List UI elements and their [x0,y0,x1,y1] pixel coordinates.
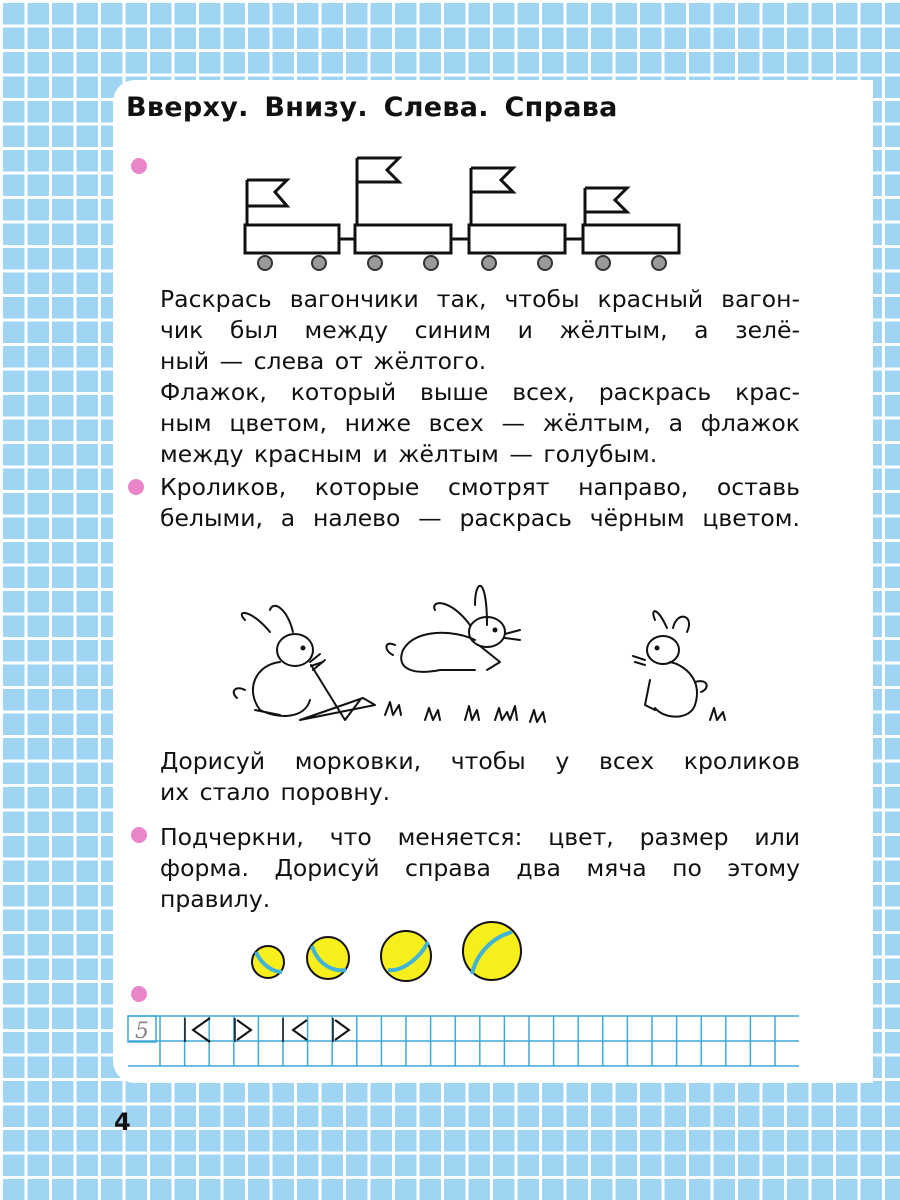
wagon-3 [469,225,565,253]
wheel [312,256,326,270]
task1-line: чик был между синим и жёлтым, а зелё- [160,316,800,344]
pattern-left-angle [293,1020,307,1040]
task2-line: белыми, а налево — раскрась чёрным цветом. [160,504,800,532]
wheel [368,256,382,270]
wheel [482,256,496,270]
wheel [652,256,666,270]
grass [425,708,440,720]
task1-line: ный — слева от жёлтого. [160,347,487,375]
flag-4 [585,188,627,212]
ball-4 [463,922,521,980]
grass [710,708,725,720]
task1-line: Флажок, который выше всех, раскрась крас- [160,378,800,406]
task-bullet-4 [131,986,147,1002]
bunnies-illustration [225,570,735,730]
wheel [424,256,438,270]
task-bullet-3 [131,827,147,843]
task3-line: Подчеркни, что меняется: цвет, размер или [160,823,800,851]
wheel [538,256,552,270]
task1-line: ным цветом, ниже всех — жёлтым, а флажок [160,409,800,437]
task2-followup [160,746,800,808]
task2-followup-line: их стало поровну. [160,778,391,806]
wheel [596,256,610,270]
task1-line: между красным и жёлтым — голубым. [160,440,658,468]
task2-text [160,472,800,534]
wagon-1 [245,225,339,253]
task-bullet-2 [128,479,144,495]
train-illustration [235,150,685,275]
page-number: 4 [114,1108,131,1136]
grass [495,706,517,720]
balls-illustration [240,920,540,990]
wagon-4 [583,225,679,253]
copybook-number: 5 [135,1019,149,1044]
flag-1 [247,180,287,206]
task-bullet-1 [131,158,147,174]
wagon-2 [355,225,451,253]
grass [385,702,401,715]
page-title: Вверху. Внизу. Слева. Справа [126,92,618,123]
flag-3 [471,168,513,192]
bunny-3 [633,611,707,717]
bunny-2 [386,586,520,672]
grass [465,706,479,720]
ball-1 [252,946,284,978]
bunny-1 [234,606,375,720]
task1-line: Раскрась вагончики так, чтобы красный вагон- [160,285,800,313]
wheel [258,256,272,270]
grass [530,710,545,722]
ball-2 [307,937,349,979]
ball-3 [381,931,431,981]
task2-followup-line: Дорисуй морковки, чтобы у всех кроликов [160,747,800,775]
task3-line: форма. Дорисуй справа два мяча по этому [160,854,800,882]
pattern-right-angle [335,1020,349,1040]
task3-line: правилу. [160,885,271,913]
task1-text [160,284,800,470]
pattern-right-angle [237,1020,251,1040]
task2-line: Кроликов, которые смотрят направо, оставь [160,473,800,501]
pattern-left-angle [193,1018,210,1042]
flag-2 [357,158,399,182]
copybook-grid [127,1014,807,1070]
task3-text [160,822,800,915]
